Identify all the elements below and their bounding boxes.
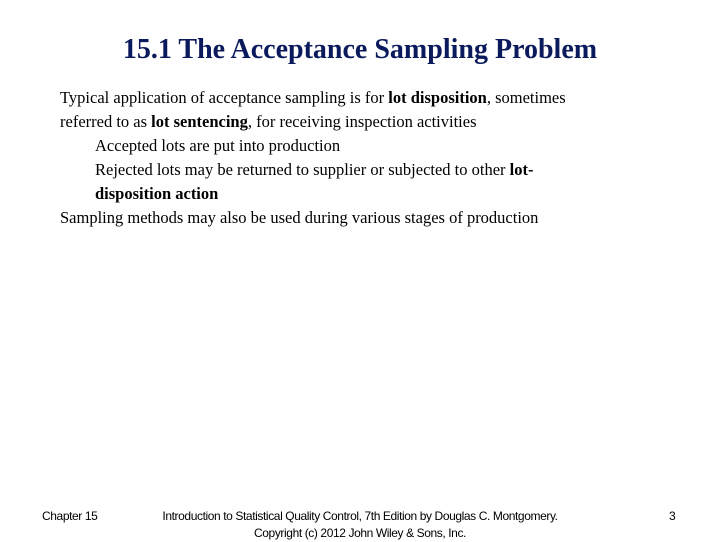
paragraph-1-text: referred to as [60, 112, 152, 131]
footer-citation [130, 508, 590, 542]
paragraph-1-line-2 [60, 110, 660, 134]
term-lot-disposition-action-part-2: disposition action [95, 184, 219, 203]
sub-item-rejected-line-1 [60, 158, 660, 182]
paragraph-1-text: , for receiving inspection activities [247, 112, 477, 131]
slide-title: 15.1 The Acceptance Sampling Problem [122, 34, 598, 65]
paragraph-1-text: , sometimes [486, 88, 566, 107]
footer-page-number: 3 [669, 509, 676, 523]
footer-chapter: Chapter 15 [42, 509, 98, 523]
paragraph-2: Sampling methods may also be used during various stages of production [60, 208, 539, 227]
term-lot-sentencing: lot sentencing [151, 112, 248, 131]
sub-item-accepted: Accepted lots are put into production [95, 136, 341, 155]
footer-citation-line-2: Copyright (c) 2012 John Wiley & Sons, Inc. [254, 526, 466, 540]
sub-item-rejected-line-2 [60, 182, 660, 206]
paragraph-1-text: Typical application of acceptance sampling is for [60, 88, 389, 107]
sub-item-text: Rejected lots may be returned to supplier or subjected to other [95, 160, 510, 179]
term-lot-disposition: lot disposition [388, 88, 487, 107]
paragraph-1-line-1 [60, 86, 660, 110]
slide-body [60, 86, 660, 230]
term-lot-disposition-action-part-1: lot- [509, 160, 534, 179]
footer-citation-line-1: Introduction to Statistical Quality Control, 7th Edition by Douglas C. Montgomery. [162, 509, 558, 523]
